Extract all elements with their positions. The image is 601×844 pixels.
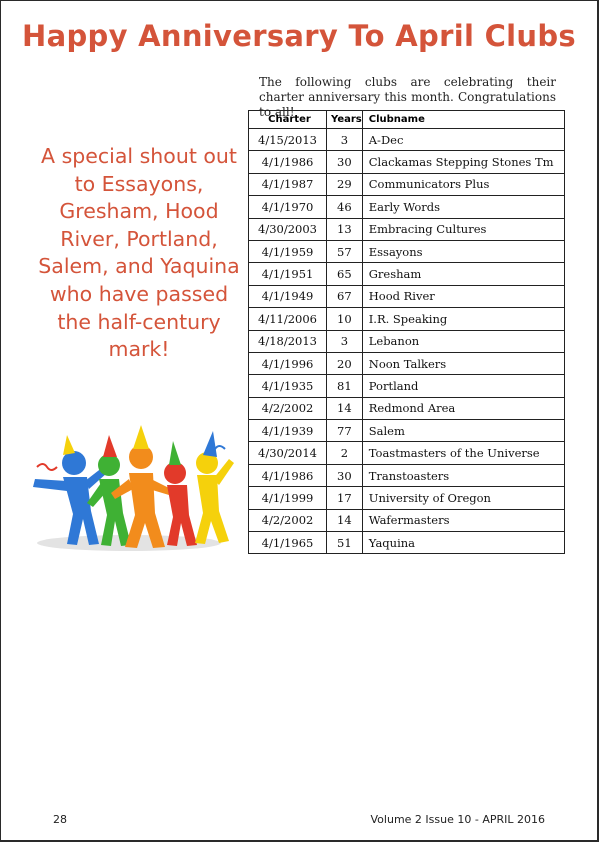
page-number: 28 <box>53 813 67 826</box>
table-row <box>249 330 565 352</box>
table-row <box>249 285 565 307</box>
table-body <box>249 129 565 554</box>
charter-date-cell: 4/1/1949 <box>249 285 327 307</box>
table-row <box>249 464 565 486</box>
intro-text: The following clubs are celebrating their charter anniversary this month. Congratulations to all! <box>259 75 556 119</box>
table-row <box>249 397 565 419</box>
table-row <box>249 442 565 464</box>
years-column-header: Years <box>327 111 363 129</box>
charter-date-cell: 4/30/2003 <box>249 218 327 240</box>
years-cell: 77 <box>327 420 363 442</box>
charter-date-cell: 4/18/2013 <box>249 330 327 352</box>
years-cell: 2 <box>327 442 363 464</box>
charter-date-cell: 4/1/1935 <box>249 375 327 397</box>
anniversary-table <box>248 110 565 554</box>
clubname-cell: Yaquina <box>362 532 564 554</box>
years-cell: 3 <box>327 129 363 151</box>
clubname-cell: Portland <box>362 375 564 397</box>
table-row <box>249 263 565 285</box>
red-figure <box>164 441 197 546</box>
table-row <box>249 151 565 173</box>
clubname-cell: Communicators Plus <box>362 173 564 195</box>
table-row <box>249 509 565 531</box>
clubname-cell: Redmond Area <box>362 397 564 419</box>
years-cell: 57 <box>327 240 363 262</box>
table-row <box>249 129 565 151</box>
clubname-cell: A-Dec <box>362 129 564 151</box>
charter-date-cell: 4/30/2014 <box>249 442 327 464</box>
years-cell: 17 <box>327 487 363 509</box>
table-row <box>249 420 565 442</box>
years-cell: 51 <box>327 532 363 554</box>
clubname-cell: University of Oregon <box>362 487 564 509</box>
years-cell: 46 <box>327 196 363 218</box>
clubname-cell: Hood River <box>362 285 564 307</box>
table-row <box>249 218 565 240</box>
clubname-column-header: Clubname <box>362 111 564 129</box>
clubname-cell: Salem <box>362 420 564 442</box>
clubname-cell: Embracing Cultures <box>362 218 564 240</box>
clubname-cell: Essayons <box>362 240 564 262</box>
charter-date-cell: 4/1/1951 <box>249 263 327 285</box>
clubname-cell: Wafermasters <box>362 509 564 531</box>
years-cell: 65 <box>327 263 363 285</box>
shoutout-text: A special shout out to Essayons, Gresham, Hood River, Portland, Salem, and Yaquina who have passed the half-century mark! <box>38 144 240 362</box>
table-row <box>249 196 565 218</box>
charter-column-header: Charter <box>249 111 327 129</box>
clubname-cell: Early Words <box>362 196 564 218</box>
charter-date-cell: 4/2/2002 <box>249 509 327 531</box>
charter-date-cell: 4/1/1970 <box>249 196 327 218</box>
charter-date-cell: 4/1/1959 <box>249 240 327 262</box>
years-cell: 67 <box>327 285 363 307</box>
clubname-cell: I.R. Speaking <box>362 308 564 330</box>
clubname-cell: Lebanon <box>362 330 564 352</box>
yellow-figure <box>195 431 234 544</box>
charter-date-cell: 4/1/1986 <box>249 464 327 486</box>
party-figures-illustration <box>23 419 235 555</box>
charter-date-cell: 4/1/1996 <box>249 352 327 374</box>
charter-date-cell: 4/1/1939 <box>249 420 327 442</box>
charter-date-cell: 4/15/2013 <box>249 129 327 151</box>
clubname-cell: Transtoasters <box>362 464 564 486</box>
table-row <box>249 487 565 509</box>
table-row <box>249 308 565 330</box>
years-cell: 30 <box>327 464 363 486</box>
years-cell: 81 <box>327 375 363 397</box>
page-title: Happy Anniversary To April Clubs <box>22 19 576 53</box>
years-cell: 3 <box>327 330 363 352</box>
clubname-cell: Clackamas Stepping Stones Tm <box>362 151 564 173</box>
blue-figure <box>33 435 107 545</box>
years-cell: 30 <box>327 151 363 173</box>
years-cell: 13 <box>327 218 363 240</box>
charter-date-cell: 4/11/2006 <box>249 308 327 330</box>
issue-info: Volume 2 Issue 10 - APRIL 2016 <box>370 813 545 826</box>
clubname-cell: Noon Talkers <box>362 352 564 374</box>
years-cell: 14 <box>327 509 363 531</box>
table-row <box>249 375 565 397</box>
years-cell: 29 <box>327 173 363 195</box>
charter-date-cell: 4/1/1999 <box>249 487 327 509</box>
years-cell: 14 <box>327 397 363 419</box>
table-row <box>249 352 565 374</box>
years-cell: 20 <box>327 352 363 374</box>
clubname-cell: Toastmasters of the Universe <box>362 442 564 464</box>
table-row <box>249 240 565 262</box>
charter-date-cell: 4/1/1986 <box>249 151 327 173</box>
charter-date-cell: 4/1/1965 <box>249 532 327 554</box>
table-header-row <box>249 111 565 129</box>
charter-date-cell: 4/1/1987 <box>249 173 327 195</box>
clubname-cell: Gresham <box>362 263 564 285</box>
charter-date-cell: 4/2/2002 <box>249 397 327 419</box>
years-cell: 10 <box>327 308 363 330</box>
table-row <box>249 532 565 554</box>
table-row <box>249 173 565 195</box>
